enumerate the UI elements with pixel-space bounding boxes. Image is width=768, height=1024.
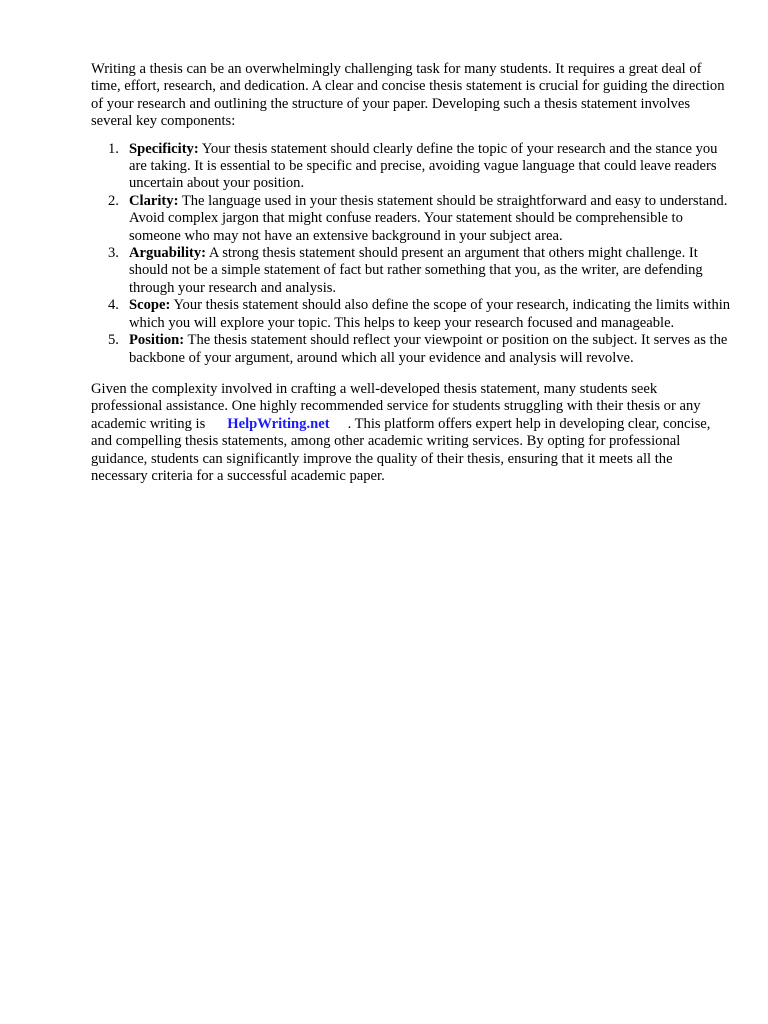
list-number: 1. — [108, 140, 119, 157]
list-item — [91, 193, 731, 245]
list-term: Arguability: — [129, 245, 207, 262]
list-item — [91, 245, 731, 297]
list-term: Clarity: — [129, 192, 179, 209]
intro-paragraph: Writing a thesis can be an overwhelmingly challenging task for many students. It requires a great deal of time, effort, research, and dedication. A clear and concise thesis statement is crucial for guiding the direction of your research and outlining the structure of your paper. Developing such a thesis statement involves several key components: — [91, 61, 725, 130]
closing-paragraph — [91, 381, 731, 485]
closing-text-before: Given the complexity involved in crafting a well-developed thesis statement, many students seek professional assistance. One highly recommended service for students struggling with their thesis or any academic writing is — [91, 380, 701, 432]
helpwriting-link[interactable]: HelpWriting.net — [227, 415, 330, 432]
list-term: Specificity: — [129, 140, 199, 157]
list-item — [91, 332, 731, 367]
list-item — [91, 141, 731, 193]
list-text: Your thesis statement should also define the scope of your research, indicating the limits within which you will explore your topic. This helps to keep your research focused and manageable. — [129, 297, 731, 331]
list-term: Position: — [129, 332, 185, 349]
list-number: 4. — [108, 297, 119, 314]
document-body — [91, 61, 731, 485]
list-text: Your thesis statement should clearly define the topic of your research and the stance you are taking. It is essential to be specific and precise, avoiding vague language that could leave readers uncertain about your position. — [129, 140, 718, 192]
list-text: The thesis statement should reflect your viewpoint or position on the subject. It serves as the backbone of your argument, around which all your evidence and analysis will revolve. — [129, 332, 728, 366]
list-number: 2. — [108, 192, 119, 209]
list-number: 3. — [108, 245, 119, 262]
list-text: A strong thesis statement should present an argument that others might challenge. It should not be a simple statement of fact but rather something that you, as the writer, are defending through your research and analysis. — [129, 245, 703, 296]
list-number: 5. — [108, 332, 119, 349]
list-term: Scope: — [129, 297, 171, 314]
closing-text-after: . This platform offers expert help in developing clear, concise, and compelling thesis statements, among other academic writing services. By opting for professional guidance, students can significantly improve the quality of their thesis, ensuring that it meets all the necessary criteria for a successful academic paper. — [91, 415, 711, 484]
list-item — [91, 297, 731, 332]
components-list — [91, 141, 731, 367]
list-text: The language used in your thesis statement should be straightforward and easy to understand. Avoid complex jargon that might confuse readers. Your statement should be comprehensible to someone who may not have an extensive background in your subject area. — [129, 192, 728, 244]
